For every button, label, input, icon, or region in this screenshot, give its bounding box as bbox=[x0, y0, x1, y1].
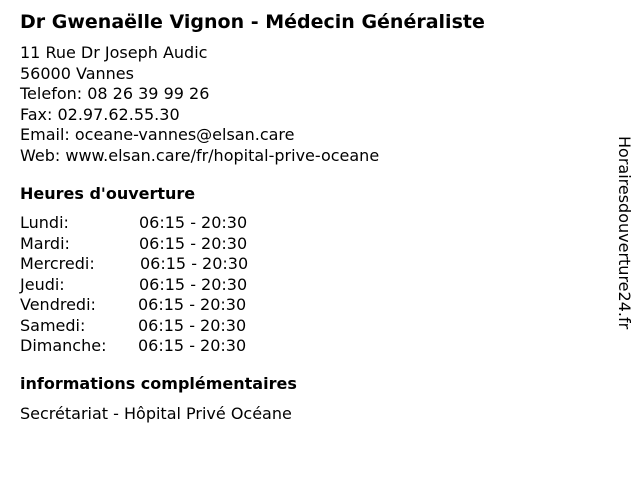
address-city: 56000 Vannes bbox=[20, 63, 134, 83]
fax-number: Fax: 02.97.62.55.30 bbox=[20, 104, 180, 124]
day-label: Mardi: bbox=[20, 233, 70, 253]
day-hours: 06:15 - 20:30 bbox=[138, 315, 247, 335]
additional-info-heading: informations complémentaires bbox=[20, 374, 297, 393]
day-hours: 06:15 - 20:30 bbox=[139, 213, 248, 232]
day-hours: 06:15 - 20:30 bbox=[138, 295, 247, 314]
site-watermark: Horairesdouverture24.fr bbox=[615, 136, 634, 330]
day-label: Jeudi: bbox=[20, 274, 65, 294]
opening-hours-heading: Heures d'ouverture bbox=[20, 184, 196, 203]
day-label: Dimanche: bbox=[20, 336, 107, 355]
day-hours: 06:15 - 20:30 bbox=[138, 336, 247, 355]
phone-number: Telefon: 08 26 39 99 26 bbox=[20, 84, 210, 103]
email-address: Email: oceane-vannes@elsan.care bbox=[20, 125, 295, 144]
day-hours: 06:15 - 20:30 bbox=[139, 233, 248, 253]
page-title: Dr Gwenaëlle Vignon - Médecin Généraliste bbox=[20, 11, 485, 33]
day-label: Lundi: bbox=[20, 213, 69, 232]
day-label: Samedi: bbox=[20, 315, 86, 335]
address-street: 11 Rue Dr Joseph Audic bbox=[20, 43, 208, 62]
day-hours: 06:15 - 20:30 bbox=[139, 274, 248, 294]
day-hours: 06:15 - 20:30 bbox=[140, 254, 249, 273]
website-url: Web: www.elsan.care/fr/hopital-prive-oceane bbox=[20, 145, 380, 165]
contact-block bbox=[20, 43, 379, 166]
day-label: Vendredi: bbox=[20, 295, 96, 314]
day-label: Mercredi: bbox=[20, 254, 95, 273]
additional-info-text: Secrétariat - Hôpital Privé Océane bbox=[20, 404, 292, 423]
